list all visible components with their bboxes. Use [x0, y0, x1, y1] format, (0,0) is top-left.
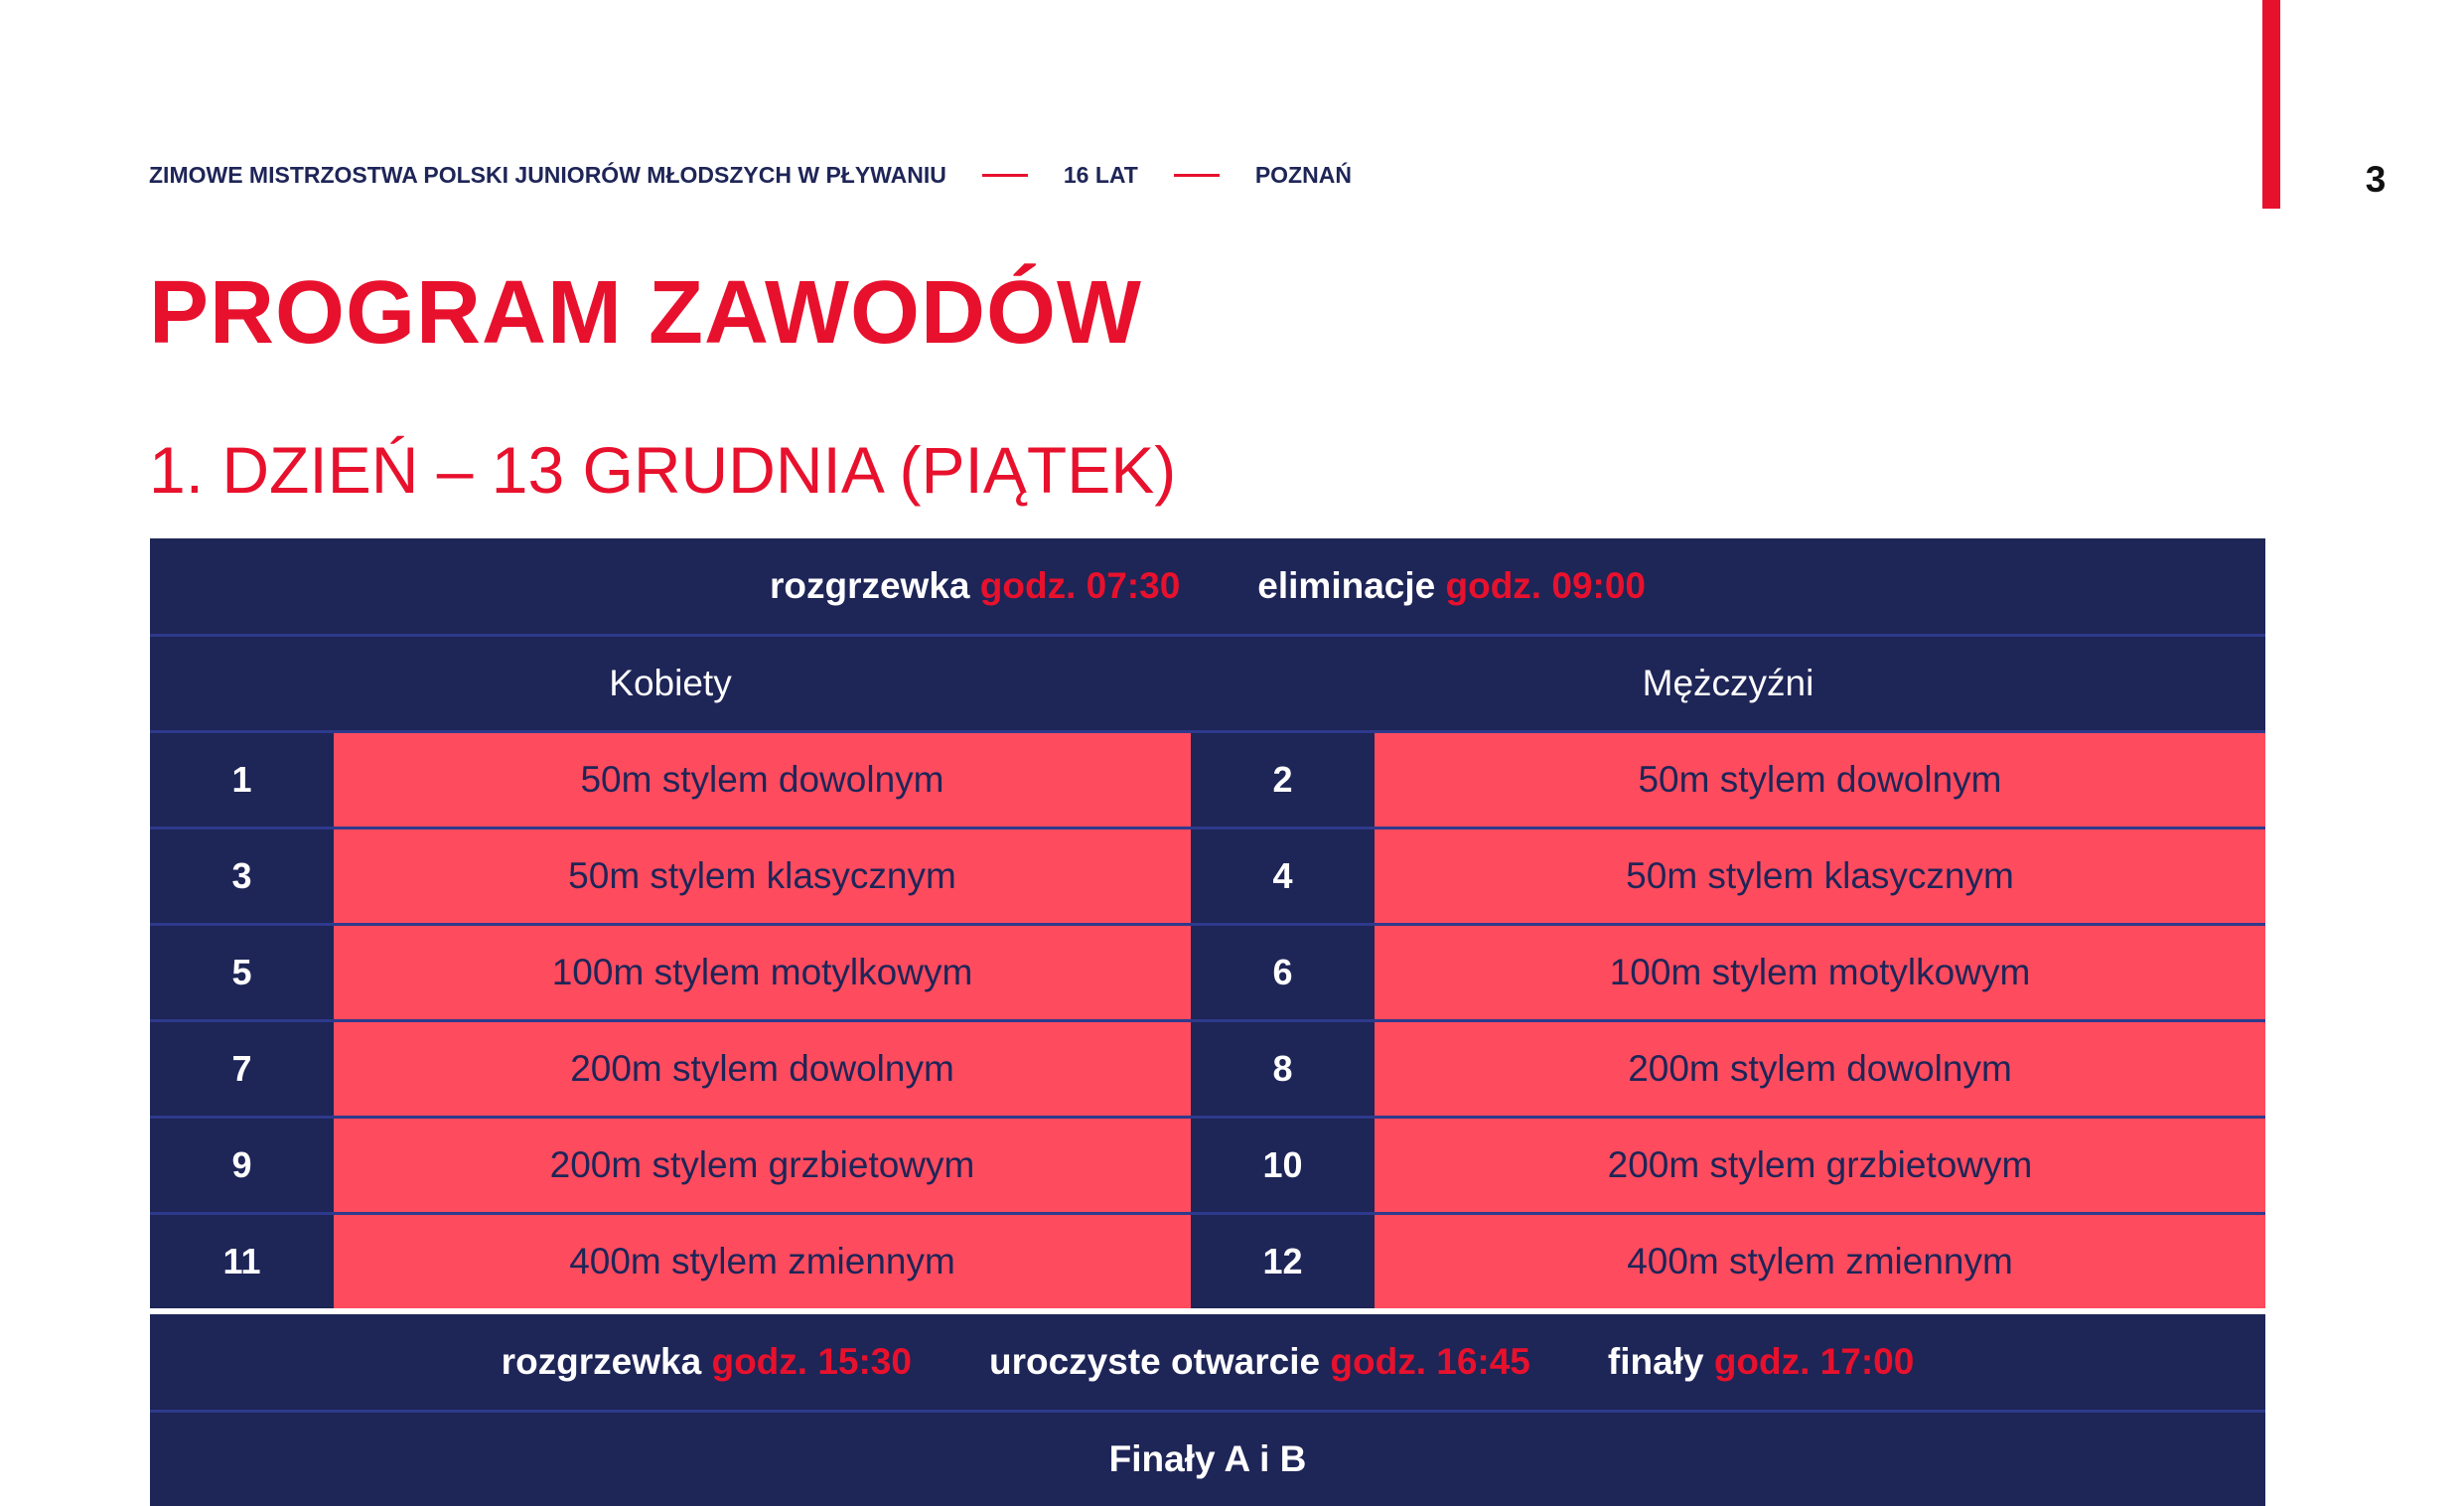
document-header: [149, 160, 1352, 190]
age-category: 16 LAT: [1063, 161, 1138, 188]
women-event-name: 200m stylem grzbietowym: [334, 1119, 1191, 1212]
session-item: [770, 565, 1180, 607]
event-row: [150, 923, 2265, 1019]
women-event-name: 100m stylem motylkowym: [334, 926, 1191, 1019]
men-event-number: 10: [1191, 1119, 1375, 1212]
men-event-name: 50m stylem klasycznym: [1375, 829, 2265, 923]
session-item: [1257, 565, 1646, 607]
morning-session-table: [150, 538, 2265, 1308]
day-heading: 1. DZIEŃ – 13 GRUDNIA (PIĄTEK): [149, 433, 1177, 507]
session-item-time: godz. 16:45: [1330, 1341, 1530, 1382]
session-item-label: uroczyste otwarcie: [988, 1341, 1321, 1382]
session-item-label: eliminacje: [1257, 565, 1436, 606]
men-event-number: 6: [1191, 926, 1375, 1019]
men-event-name: 100m stylem motylkowym: [1375, 926, 2265, 1019]
session-times-row: [150, 538, 2265, 634]
session-item-label: rozgrzewka: [769, 565, 970, 606]
column-header-row: [150, 634, 2265, 730]
women-event-name: 50m stylem dowolnym: [334, 733, 1191, 827]
session-item-label: finały: [1607, 1341, 1704, 1382]
women-event-number: 9: [150, 1119, 334, 1212]
page-number: 3: [2365, 159, 2387, 200]
event-row: [150, 1019, 2265, 1116]
session-times-row: [150, 1314, 2265, 1410]
event-row: [150, 1116, 2265, 1212]
women-event-number: 1: [150, 733, 334, 827]
event-row: [150, 827, 2265, 923]
women-event-number: 5: [150, 926, 334, 1019]
women-event-number: 7: [150, 1022, 334, 1116]
women-event-name: 200m stylem dowolnym: [334, 1022, 1191, 1116]
men-event-number: 12: [1191, 1215, 1375, 1308]
men-event-number: 2: [1191, 733, 1375, 827]
men-event-name: 200m stylem dowolnym: [1375, 1022, 2265, 1116]
city: POZNAŃ: [1254, 161, 1352, 188]
women-event-name: 400m stylem zmiennym: [334, 1215, 1191, 1308]
women-event-name: 50m stylem klasycznym: [334, 829, 1191, 923]
afternoon-session-table: [150, 1314, 2265, 1506]
men-event-name: 200m stylem grzbietowym: [1375, 1119, 2265, 1212]
men-event-name: 50m stylem dowolnym: [1375, 733, 2265, 827]
event-row: [150, 730, 2265, 827]
session-item-time: godz. 09:00: [1445, 565, 1646, 606]
competition-name: ZIMOWE MISTRZOSTWA POLSKI JUNIORÓW MŁODSZYCH W PŁYWANIU: [149, 161, 946, 188]
women-event-number: 3: [150, 829, 334, 923]
session-item-time: godz. 17:00: [1713, 1341, 1915, 1382]
men-column-header: Mężczyźni: [1642, 663, 1814, 703]
session-item: [502, 1341, 912, 1383]
page-title: PROGRAM ZAWODÓW: [149, 263, 1142, 363]
session-item-time: godz. 07:30: [979, 565, 1181, 606]
header-separator: [1174, 174, 1220, 177]
men-event-number: 8: [1191, 1022, 1375, 1116]
session-item-time: godz. 15:30: [711, 1341, 912, 1382]
women-event-number: 11: [150, 1215, 334, 1308]
session-item: [989, 1341, 1530, 1383]
session-item: [1608, 1341, 1914, 1383]
finals-row: Finały A i B: [150, 1410, 2265, 1506]
event-row: [150, 1212, 2265, 1308]
men-event-name: 400m stylem zmiennym: [1375, 1215, 2265, 1308]
women-column-header: Kobiety: [609, 663, 732, 703]
header-separator: [982, 174, 1028, 177]
session-item-label: rozgrzewka: [501, 1341, 702, 1382]
page-accent-bar: [2262, 0, 2280, 209]
men-event-number: 4: [1191, 829, 1375, 923]
